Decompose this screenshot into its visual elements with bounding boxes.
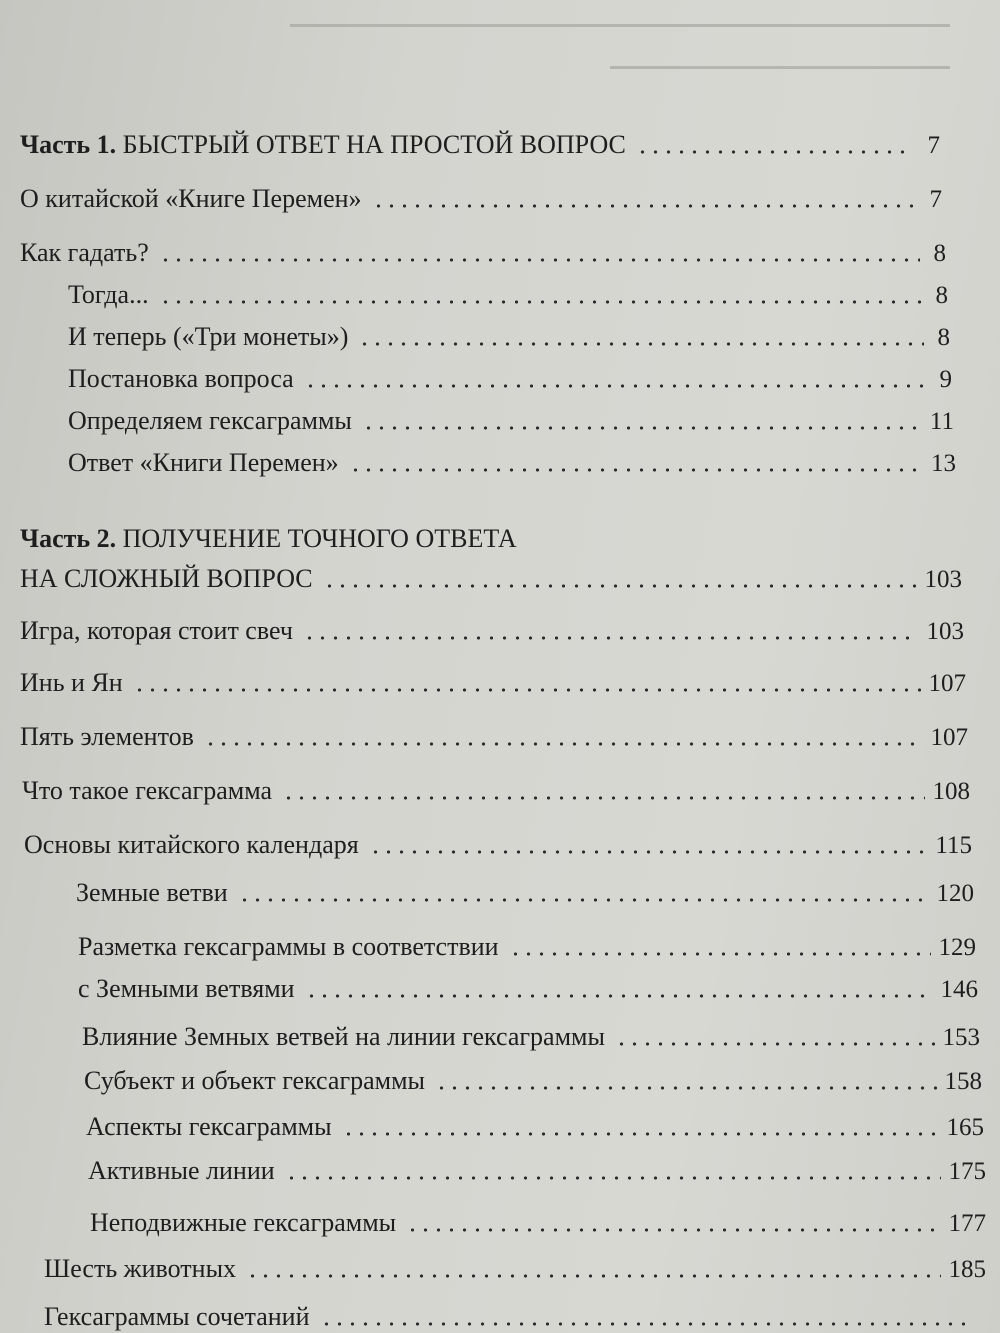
page-number: 11	[929, 408, 954, 435]
dot-leader	[323, 584, 917, 588]
toc-subentry[interactable]	[76, 866, 974, 906]
toc-entry[interactable]	[44, 1290, 1000, 1330]
part-label: Часть 1.	[20, 130, 117, 159]
part-label: Часть 2.	[20, 524, 117, 553]
entry-title: Определяем гексаграммы	[68, 406, 352, 435]
page-number: 107	[930, 724, 968, 751]
toc-entry[interactable]	[44, 1242, 986, 1282]
toc-entry[interactable]	[22, 764, 970, 804]
toc-subentry[interactable]	[82, 1010, 980, 1050]
toc-subentry[interactable]	[88, 1144, 986, 1184]
entry-title: с Земными ветвями	[78, 974, 295, 1003]
page-number: 153	[942, 1024, 980, 1051]
toc-part2-heading-line2[interactable]	[20, 552, 962, 592]
toc-entry[interactable]	[20, 172, 942, 212]
page-number: 103	[926, 618, 964, 645]
dot-leader	[358, 342, 924, 346]
dot-leader	[362, 426, 922, 430]
entry-title: Аспекты гексаграммы	[86, 1112, 332, 1141]
page-number: 13	[931, 450, 956, 477]
dot-leader	[342, 1132, 939, 1136]
entry-title: Основы китайского календаря	[24, 830, 359, 859]
entry-title: Тогда...	[68, 280, 149, 309]
page-number: 165	[946, 1114, 984, 1141]
entry-title: Как гадать?	[20, 238, 149, 267]
dot-leader	[305, 994, 933, 998]
page-number: 9	[939, 366, 952, 393]
entry-title: Постановка вопроса	[68, 364, 294, 393]
entry-title: Земные ветви	[76, 878, 228, 907]
entry-title: Неподвижные гексаграммы	[90, 1208, 397, 1237]
page-number: 185	[948, 1256, 986, 1283]
page-number: 146	[940, 976, 978, 1003]
dot-leader	[133, 688, 921, 692]
page-number: 108	[932, 778, 970, 805]
toc-subentry[interactable]	[78, 920, 976, 960]
page-number: 158	[944, 1068, 982, 1095]
entry-title: Инь и Ян	[20, 668, 123, 697]
part-title-continued: НА СЛОЖНЫЙ ВОПРОС	[20, 564, 313, 593]
toc-entry[interactable]	[20, 710, 968, 750]
page-number: 107	[928, 670, 966, 697]
part-title: БЫСТРЫЙ ОТВЕТ НА ПРОСТОЙ ВОПРОС	[122, 130, 626, 159]
dot-leader	[303, 636, 919, 640]
toc-subentry[interactable]	[68, 352, 952, 392]
dot-leader	[285, 1176, 941, 1180]
part-title: ПОЛУЧЕНИЕ ТОЧНОГО ОТВЕТА	[122, 524, 517, 553]
entry-title: И теперь («Три монеты»)	[68, 322, 349, 351]
faded-previous-lines	[0, 0, 1000, 110]
toc-part2-heading-line1[interactable]	[20, 524, 517, 554]
toc-subentry[interactable]	[68, 394, 954, 434]
page-number: 115	[935, 832, 972, 859]
toc-part1-heading[interactable]	[20, 118, 940, 158]
dot-leader	[406, 1228, 940, 1232]
page-number: 7	[929, 186, 942, 213]
entry-title: Игра, которая стоит свеч	[20, 616, 293, 645]
entry-title: Влияние Земных ветвей на линии гексаграммы	[82, 1022, 605, 1051]
entry-title: Ответ «Книги Перемен»	[68, 448, 339, 477]
entry-title: Разметка гексаграммы в соответствии	[78, 932, 499, 961]
dot-leader	[349, 468, 923, 472]
page-number: 8	[933, 240, 946, 267]
page-number: 120	[936, 880, 974, 907]
toc-entry[interactable]	[20, 656, 966, 696]
dot-leader	[304, 384, 926, 388]
page-number: 7	[927, 132, 940, 159]
page-number: 8	[935, 282, 948, 309]
dot-leader	[246, 1274, 940, 1278]
entry-title: Что такое гексаграмма	[22, 776, 273, 805]
dot-leader	[369, 850, 928, 854]
dot-leader	[509, 952, 931, 956]
dot-leader	[615, 1042, 935, 1046]
entry-title: О китайской «Книге Перемен»	[20, 184, 362, 213]
page-number: 103	[924, 566, 962, 593]
entry-title: Субъект и объект гексаграммы	[84, 1066, 426, 1095]
dot-leader	[636, 150, 914, 154]
page-number: 177	[948, 1210, 986, 1237]
page-number: 129	[938, 934, 976, 961]
toc-subentry[interactable]	[68, 436, 956, 476]
toc-subentry[interactable]	[90, 1196, 986, 1236]
toc-subentry[interactable]	[84, 1054, 982, 1094]
toc-entry[interactable]	[20, 604, 964, 644]
toc-subentry[interactable]	[68, 268, 948, 308]
entry-title: Шесть животных	[44, 1254, 237, 1283]
dot-leader	[159, 300, 922, 304]
dot-leader	[238, 898, 929, 902]
dot-leader	[372, 204, 916, 208]
entry-title: Пять элементов	[20, 722, 194, 751]
page-number: 8	[937, 324, 950, 351]
toc-entry[interactable]	[20, 226, 946, 266]
entry-title: Гексаграммы сочетаний	[44, 1302, 310, 1331]
toc-subentry-continued[interactable]	[78, 962, 978, 1002]
toc-subentry[interactable]	[68, 310, 950, 350]
dot-leader	[435, 1086, 936, 1090]
dot-leader	[204, 742, 923, 746]
dot-leader	[282, 796, 924, 800]
toc-subentry[interactable]	[86, 1100, 984, 1140]
dot-leader	[159, 258, 920, 262]
page-number: 175	[948, 1158, 986, 1185]
toc-entry[interactable]	[24, 818, 972, 858]
entry-title: Активные линии	[88, 1156, 275, 1185]
dot-leader	[320, 1322, 975, 1326]
